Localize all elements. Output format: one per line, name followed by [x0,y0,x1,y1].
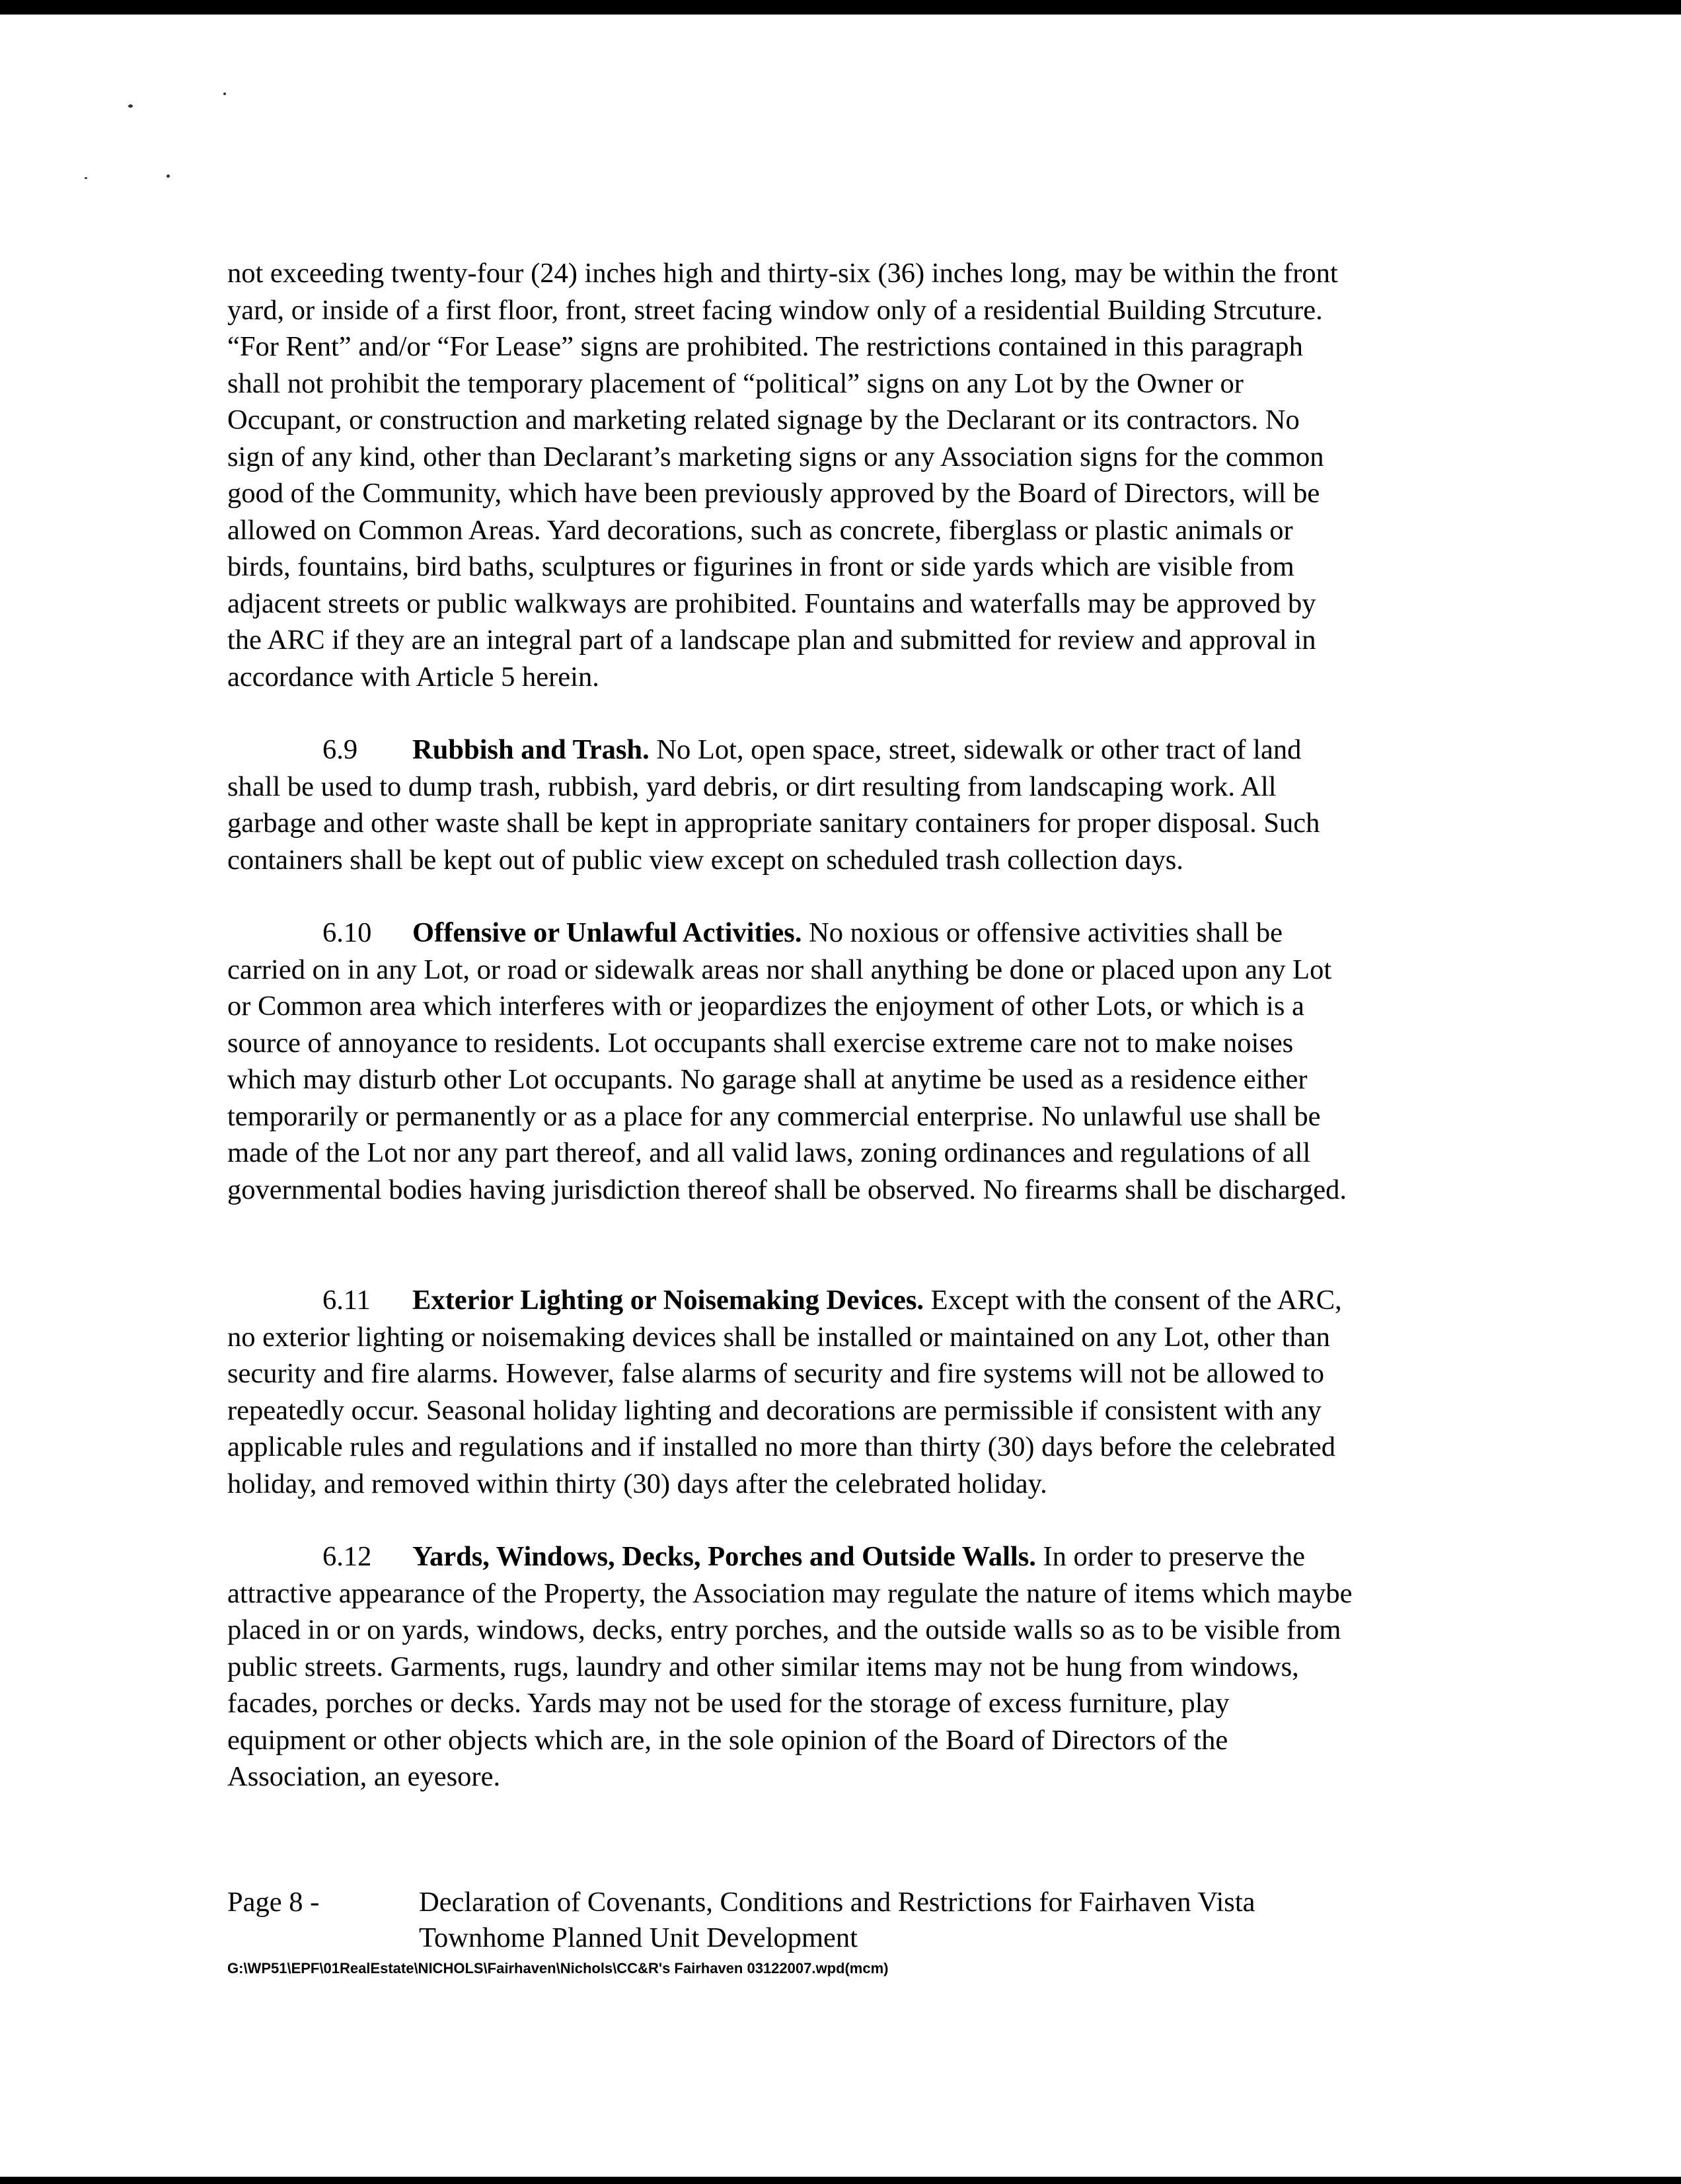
intro-paragraph [227,255,1470,695]
text-line: Occupant, or construction and marketing related signage by the Declarant or its contractors. No [227,404,1300,435]
text-line: no exterior lighting or noisemaking devices shall be installed or maintained on any Lot, other than [227,1321,1330,1353]
file-path: G:\WP51\EPF\01RealEstate\NICHOLS\Fairhaven\Nichols\CC&R's Fairhaven 03122007.wpd(mcm) [227,1960,889,1977]
section-6-11 [227,1282,1470,1502]
text-line: shall be used to dump trash, rubbish, yard debris, or dirt resulting from landscaping work. All [227,771,1277,802]
text-line: attractive appearance of the Property, the Association may regulate the nature of items which maybe [227,1577,1353,1609]
scan-speck [128,104,133,108]
text-line: No Lot, open space, street, sidewalk or other tract of land [649,734,1302,765]
scan-top-border [0,0,1681,15]
page-footer [227,1885,1255,1978]
text-line: repeatedly occur. Seasonal holiday lighting and decorations are permissible if consistent with any [227,1394,1322,1426]
section-title: Rubbish and Trash. [412,734,650,765]
text-line: source of annoyance to residents. Lot occupants shall exercise extreme care not to make noises [227,1027,1294,1059]
section-6-10 [227,915,1470,1208]
text-line: containers shall be kept out of public view except on scheduled trash collection days. [227,844,1183,876]
section-number: 6.11 [322,1285,371,1316]
text-line: “For Rent” and/or “For Lease” signs are prohibited. The restrictions contained in this paragraph [227,331,1303,362]
section-number: 6.10 [322,917,372,948]
text-line: garbage and other waste shall be kept in appropriate sanitary containers for proper disposal. Such [227,808,1320,839]
section-title: Exterior Lighting or Noisemaking Devices. [412,1285,924,1316]
section-number: 6.12 [322,1541,372,1572]
text-line: holiday, and removed within thirty (30) days after the celebrated holiday. [227,1468,1047,1499]
text-line: accordance with Article 5 herein. [227,661,599,693]
text-line: placed in or on yards, windows, decks, entry porches, and the outside walls so as to be visible from [227,1614,1341,1645]
text-line: birds, fountains, bird baths, sculptures or figurines in front or side yards which are visible from [227,551,1294,582]
text-line: yard, or inside of a first floor, front, street facing window only of a residential Building Strcuture. [227,294,1323,326]
section-6-9 [227,732,1470,878]
text-line: which may disturb other Lot occupants. No garage shall at anytime be used as a residence either [227,1064,1308,1095]
text-line: No noxious or offensive activities shall be [802,917,1283,948]
text-line: made of the Lot nor any part thereof, and all valid laws, zoning ordinances and regulations of all [227,1137,1311,1168]
text-line: security and fire alarms. However, false alarms of security and fire systems will not be allowed to [227,1358,1324,1389]
text-line: good of the Community, which have been previously approved by the Board of Directors, will be [227,478,1320,509]
text-line: facades, porches or decks. Yards may not be used for the storage of excess furniture, play [227,1688,1230,1719]
scan-speck [85,177,87,179]
text-line: Except with the consent of the ARC, [924,1285,1342,1316]
text-line: equipment or other objects which are, in the sole opinion of the Board of Directors of the [227,1724,1228,1756]
section-6-12 [227,1538,1470,1795]
text-line: not exceeding twenty-four (24) inches high and thirty-six (36) inches long, may be within the front [227,258,1338,289]
text-line: shall not prohibit the temporary placement of “political” signs on any Lot by the Owner or [227,367,1244,399]
text-line: governmental bodies having jurisdiction thereof shall be observed. No firearms shall be discharged. [227,1174,1347,1205]
section-title: Offensive or Unlawful Activities. [412,917,802,948]
text-line: public streets. Garments, rugs, laundry and other similar items may not be hung from windows, [227,1651,1299,1682]
text-line: allowed on Common Areas. Yard decorations, such as concrete, fiberglass or plastic animals or [227,514,1293,546]
scan-speck [167,174,170,178]
footer-title-continued: Townhome Planned Unit Development [419,1922,858,1953]
text-line: temporarily or permanently or as a place for any commercial enterprise. No unlawful use shall be [227,1100,1321,1132]
scan-bottom-border [0,2177,1681,2184]
text-line: the ARC if they are an integral part of a landscape plan and submitted for review and approval in [227,624,1316,656]
text-line: Association, an eyesore. [227,1761,501,1792]
text-line: or Common area which interferes with or jeopardizes the enjoyment of other Lots, or which is a [227,991,1304,1022]
section-title: Yards, Windows, Decks, Porches and Outside Walls. [412,1541,1036,1572]
text-line: carried on in any Lot, or road or sidewalk areas nor shall anything be done or placed upon any Lot [227,954,1332,985]
section-number: 6.9 [322,734,358,765]
text-line: adjacent streets or public walkways are prohibited. Fountains and waterfalls may be approved by [227,587,1316,619]
text-line: applicable rules and regulations and if installed no more than thirty (30) days before the celebrated [227,1431,1335,1462]
text-line: sign of any kind, other than Declarant’s marketing signs or any Association signs for the common [227,441,1324,472]
footer-title: Declaration of Covenants, Conditions and Restrictions for Fairhaven Vista [419,1887,1255,1918]
page-number: Page 8 - [227,1887,320,1918]
scan-speck [223,93,226,95]
text-line: In order to preserve the [1035,1541,1305,1572]
document-body [227,255,1470,1795]
